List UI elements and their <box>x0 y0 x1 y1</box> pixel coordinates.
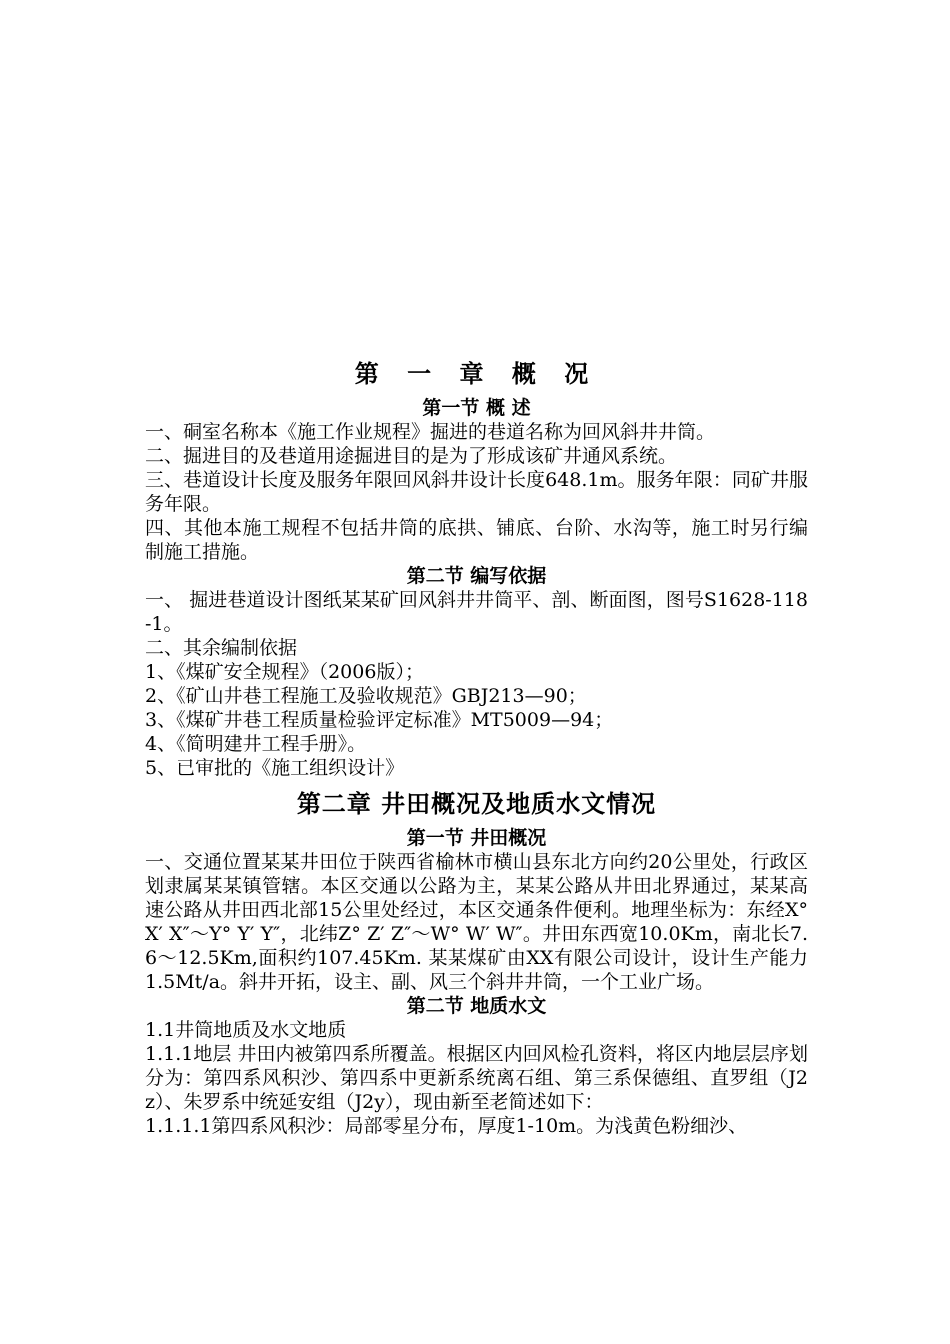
chapter-2-section-2-title: 第二节 地质水文 <box>406 995 547 1017</box>
chapter-2-section-1-title: 第一节 井田概况 <box>406 827 547 849</box>
chapter-1-section-1-title: 第一节 概 述 <box>422 397 531 419</box>
paragraph: 1.1.1.1第四系风积沙：局部零星分布，厚度1-10m。为浅黄色粉细沙、 <box>145 1115 748 1137</box>
paragraph: 二、其余编制依据 <box>145 637 298 659</box>
chapter-1-section-2-title: 第二节 编写依据 <box>406 565 547 587</box>
paragraph: 1.1.1地层 井田内被第四系所覆盖。根据区内回风检孔资料，将区内地层层序划分为：第四系风积沙、第四系中更新系统离石组、第三系保德组、直罗组（J2z）、朱罗系中统延安组（J2y），现由新至老简述如下： <box>145 1043 808 1113</box>
paragraph: 一、交通位置某某井田位于陕西省榆林市横山县东北方向约20公里处，行政区划隶属某某镇管辖。本区交通以公路为主，某某公路从井田北界通过，某某高速公路从井田西北部15公里处经过，本区交通条件便利。地理坐标为：东经X° X′ X″～Y° Y′ Y″，北纬Z° Z′ Z″～W° W′ W″。井田东西宽10.0Km，南北长7.6～12.5Km,面积约107.45Km. 某某煤矿由XX有限公司设计，设计生产能力1.5Mt/a。斜井开拓，设主、副、风三个斜井井筒，一个工业广场。 <box>145 851 808 993</box>
paragraph: 四、其他本施工规程不包括井筒的底拱、铺底、台阶、水沟等，施工时另行编制施工措施。 <box>145 517 808 563</box>
paragraph: 三、巷道设计长度及服务年限回风斜井设计长度648.1m。服务年限：同矿井服务年限。 <box>145 469 808 515</box>
chapter-2-title: 第二章 井田概况及地质水文情况 <box>296 789 657 818</box>
list-item: 5、已审批的《施工组织设计》 <box>145 757 405 779</box>
list-item: 4、《简明建井工程手册》。 <box>145 733 367 755</box>
document-page <box>145 356 808 1138</box>
list-item: 1、《煤矿安全规程》（2006版）； <box>145 661 424 683</box>
list-item: 3、《煤矿井巷工程质量检验评定标准》MT5009—94； <box>145 709 614 731</box>
paragraph: 一、 掘进巷道设计图纸某某矿回风斜井井筒平、剖、断面图，图号S1628-118-1。 <box>145 589 808 635</box>
paragraph: 一、硐室名称本《施工作业规程》掘进的巷道名称为回风斜井井筒。 <box>145 421 716 443</box>
chapter-1-title: 第 一 章 概 况 <box>354 359 599 388</box>
paragraph: 1.1井筒地质及水文地质 <box>145 1019 347 1041</box>
list-item: 2、《矿山井巷工程施工及验收规范》GBJ213—90； <box>145 685 587 707</box>
paragraph: 二、掘进目的及巷道用途掘进目的是为了形成该矿井通风系统。 <box>145 445 678 467</box>
